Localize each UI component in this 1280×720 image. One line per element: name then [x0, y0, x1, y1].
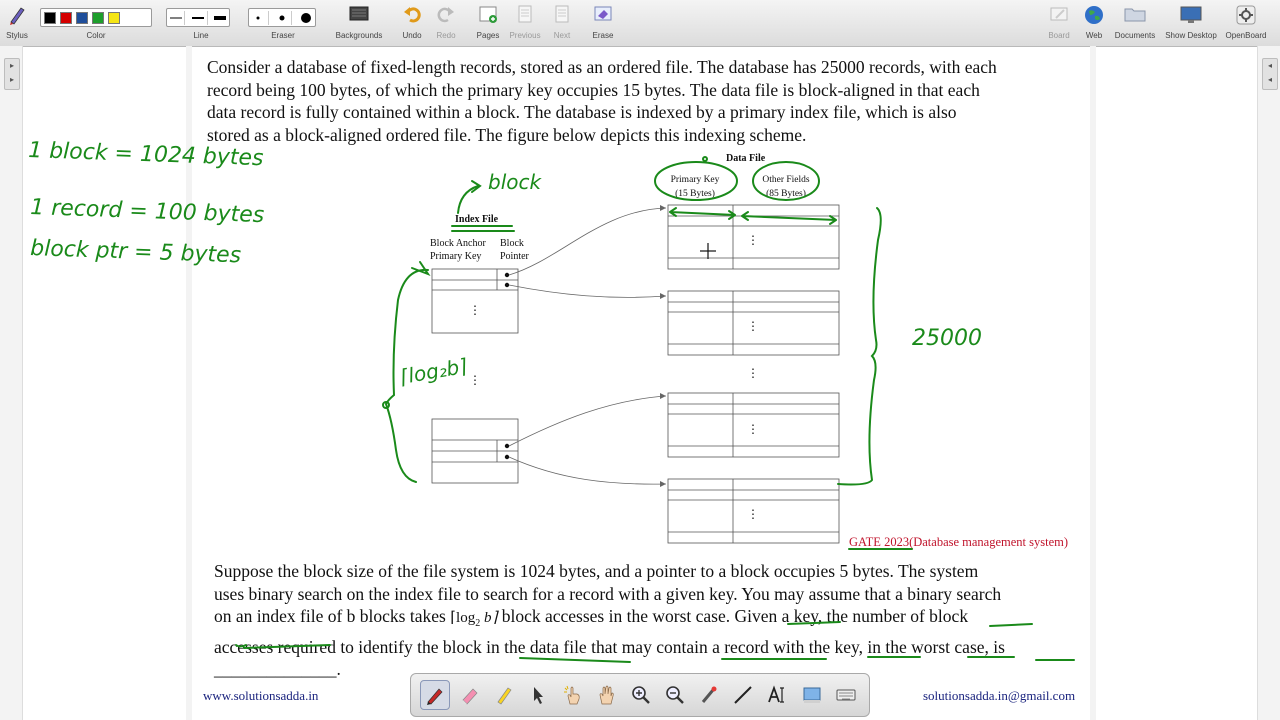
virtual-keyboard-tool-button[interactable]: [832, 681, 860, 709]
laser-pointer-icon: [698, 684, 720, 706]
floating-tools-palette: [410, 673, 870, 717]
para1-line-4: stored as a block-aligned ordered file. The figure below depicts this indexing scheme.: [207, 124, 807, 145]
index-block-1: [432, 269, 518, 333]
zoom-in-tool-button[interactable]: [627, 681, 655, 709]
block-anchor-label-2: Primary Key: [430, 251, 482, 262]
backgrounds-label: Backgrounds: [335, 31, 383, 40]
color-label: Color: [86, 31, 106, 40]
crosshair-cursor-icon: [700, 243, 716, 259]
pointer-dot: [505, 273, 509, 277]
pen-icon: [424, 684, 446, 706]
para2-line-3b: block accesses in the worst case. Given a key, the number of block: [501, 606, 969, 627]
pointer-hand-icon: [562, 684, 584, 706]
note-block-size: 1 block = 1024 bytes: [27, 138, 264, 172]
undo-label: Undo: [402, 31, 422, 40]
text-icon: [766, 684, 788, 706]
block-pointer-label-2: Pointer: [500, 251, 529, 262]
handwritten-annotations: [236, 157, 1074, 662]
primary-key-label: Primary Key: [670, 175, 720, 185]
log-arg: b⌉: [483, 610, 498, 627]
redo-label: Redo: [436, 31, 456, 40]
data-vdots-3: ⋮: [747, 422, 759, 436]
block-pointer-label-1: Block: [500, 238, 524, 249]
left-sidebar-toggle[interactable]: ▸ ▸: [4, 58, 20, 90]
line-icon: [732, 684, 754, 706]
other-fields-size: (85 Bytes): [766, 189, 806, 199]
block-anchor-label-1: Block Anchor: [430, 238, 486, 249]
capture-tool-button[interactable]: [798, 681, 826, 709]
footer-email-link[interactable]: solutionsadda.in@gmail.com: [923, 688, 1076, 703]
capture-icon: [801, 684, 823, 706]
laser-pointer-tool-button[interactable]: [695, 681, 723, 709]
zoom-in-icon: [630, 684, 652, 706]
previous-label: Previous: [509, 31, 541, 40]
data-gap-vdots: ⋮: [747, 366, 759, 380]
pointer-arrows: [509, 208, 666, 484]
arrow-heads: [660, 205, 666, 487]
data-vdots-1: ⋮: [747, 233, 759, 247]
openboard-label: OpenBoard: [1225, 31, 1267, 40]
pointer-dot: [505, 455, 509, 459]
selector-tool-button[interactable]: [524, 681, 552, 709]
index-block-2: [432, 419, 518, 483]
pointer-dot: [505, 283, 509, 287]
para2-line-4: accesses required to identify the block in the data file that may contain a record with the key, in the worst case, is: [214, 636, 1005, 657]
para1-line-2: record being 100 bytes, of which the primary key occupies 15 bytes. The data file is block-aligned in that each: [207, 79, 980, 100]
para2-line-3a: on an index file of b blocks takes: [214, 606, 446, 627]
show-desktop-label: Show Desktop: [1165, 31, 1217, 40]
highlighter-tool-button[interactable]: [456, 681, 484, 709]
primary-key-size: (15 Bytes): [675, 189, 715, 199]
note-record-count: 25000: [912, 326, 982, 351]
para1-line-3: data record is fully contained within a block. The database is indexed by a primary index file, which is also: [207, 102, 957, 123]
gate-source-label: GATE 2023(Database management system): [849, 535, 1069, 549]
text-tool-button[interactable]: [763, 681, 791, 709]
data-vdots-2: ⋮: [747, 319, 759, 333]
eraser-label: Eraser: [271, 31, 295, 40]
pointer-dot: [505, 444, 509, 448]
board-label: Board: [1048, 31, 1070, 40]
highlighter-icon: [459, 684, 481, 706]
zoom-out-tool-button[interactable]: [661, 681, 689, 709]
other-fields-label: Other Fields: [762, 175, 810, 185]
stylus-label: Stylus: [6, 31, 28, 40]
right-sidebar-toggle[interactable]: ◂ ◂: [1262, 58, 1278, 90]
marker-tool-button[interactable]: [490, 681, 518, 709]
hand-tool-button[interactable]: [593, 681, 621, 709]
index-gap-vdots: ⋮: [469, 373, 481, 387]
cursor-arrow-icon: [527, 684, 549, 706]
pages-label: Pages: [476, 31, 500, 40]
footer-website-link[interactable]: www.solutionsadda.in: [203, 688, 319, 703]
note-log-expression: ⌈log₂b⌉: [398, 353, 469, 389]
data-vdots-4: ⋮: [747, 507, 759, 521]
log-prefix: ⌈log: [450, 610, 476, 627]
pen-tool-button[interactable]: [420, 680, 450, 710]
note-record-size: 1 record = 100 bytes: [29, 195, 265, 229]
documents-label: Documents: [1114, 31, 1156, 40]
para2-line-2: uses binary search on the index file to search for a record with a given key. You may assume that a binary search: [214, 583, 1002, 604]
data-file-title: Data File: [726, 153, 766, 164]
erase-label: Erase: [592, 31, 614, 40]
next-label: Next: [553, 31, 571, 40]
log-base: 2: [475, 618, 481, 630]
answer-blank: ______________.: [214, 659, 341, 680]
note-block: block: [488, 170, 542, 194]
line-tool-button[interactable]: [729, 681, 757, 709]
note-block-pointer-size: block ptr = 5 bytes: [29, 236, 242, 269]
para2-line-1: Suppose the block size of the file system is 1024 bytes, and a pointer to a block occupies 5 bytes. The system: [214, 561, 979, 581]
keyboard-icon: [835, 684, 857, 706]
zoom-out-icon: [664, 684, 686, 706]
interactor-tool-button[interactable]: [559, 681, 587, 709]
hand-icon: [596, 684, 618, 706]
index-file-title: Index File: [455, 214, 499, 225]
line-label: Line: [193, 31, 209, 40]
para1-line-1: Consider a database of fixed-length records, stored as an ordered file. The database has 25000 records, with each: [207, 57, 997, 77]
index-vdots: ⋮: [469, 303, 481, 317]
web-label: Web: [1085, 31, 1103, 40]
marker-icon: [493, 684, 515, 706]
